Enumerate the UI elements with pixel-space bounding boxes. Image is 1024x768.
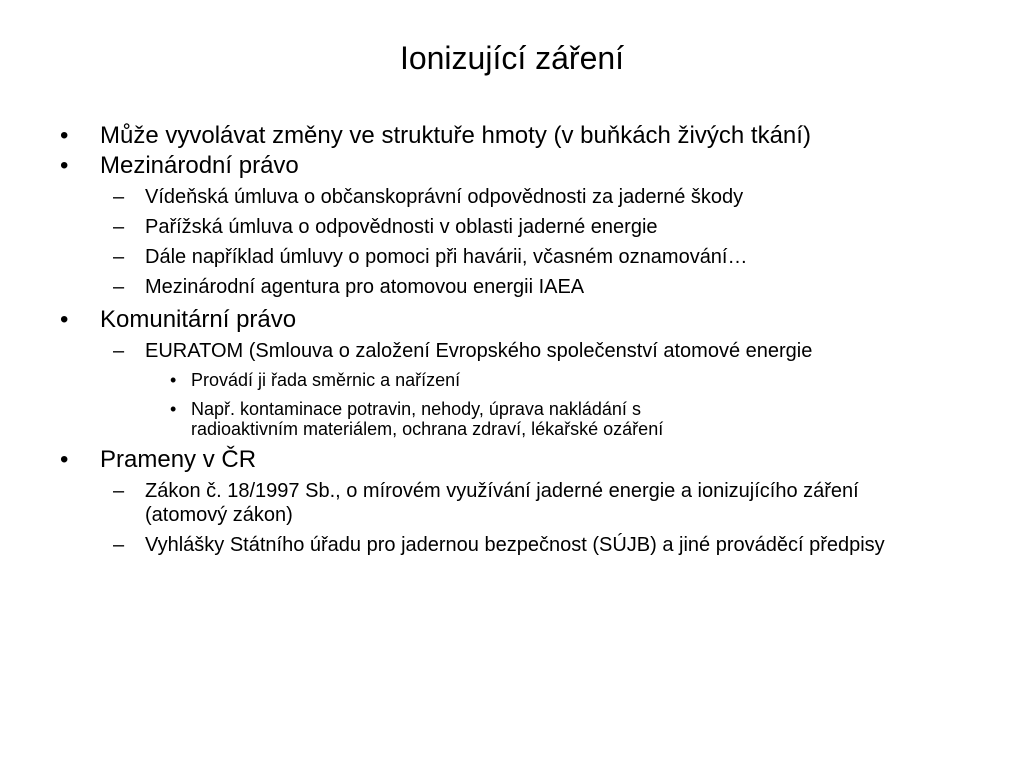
dash-icon: – [113, 246, 125, 268]
sub-item-text: Pařížská úmluva o odpovědnosti v oblasti jaderné energie [145, 216, 658, 238]
sub-item-text: Vídeňská úmluva o občanskoprávní odpovědnosti za jaderné škody [145, 186, 744, 208]
sub-item [0, 533, 915, 557]
sub-sub-item [0, 370, 751, 390]
sub-sub-item-text: Např. kontaminace potravin, nehody, úprava nakládání s radioaktivním materiálem, ochrana zdraví, lékařské ozáření [191, 399, 664, 439]
sub-item [0, 339, 915, 363]
sub-sub-item-text: Provádí ji řada směrnic a nařízení [191, 370, 461, 390]
bullet-text: Mezinárodní právo [100, 152, 299, 179]
bullet-text: Prameny v ČR [100, 446, 257, 473]
dash-icon: – [113, 534, 125, 556]
sub-item-text: Vyhlášky Státního úřadu pro jadernou bezpečnost (SÚJB) a jiné prováděcí předpisy [145, 534, 885, 556]
bullet-icon: • [60, 446, 69, 473]
slide-title: Ionizující záření [399, 40, 625, 76]
sub-item-text: Dále například úmluvy o pomoci při havárii, včasném oznamování… [145, 246, 748, 268]
sub-item-text: EURATOM (Smlouva o založení Evropského společenství atomové energie [145, 340, 813, 362]
bullet-icon: • [60, 122, 69, 149]
sub-item [0, 185, 915, 209]
sub-sub-item [0, 399, 751, 439]
dash-icon: – [113, 340, 125, 362]
dash-icon: – [113, 186, 125, 208]
bullet-icon: • [170, 399, 177, 419]
sub-item [0, 245, 915, 269]
bullet-item [0, 151, 1000, 180]
bullet-item [0, 121, 1000, 150]
sub-item [0, 479, 915, 527]
dash-icon: – [113, 216, 125, 238]
bullet-icon: • [60, 152, 69, 179]
sub-item-text: Mezinárodní agentura pro atomovou energii IAEA [145, 276, 585, 298]
bullet-item [0, 305, 1000, 334]
dash-icon: – [113, 276, 125, 298]
dash-icon: – [113, 480, 125, 502]
slide-content [0, 121, 1024, 557]
bullet-text: Komunitární právo [100, 306, 297, 333]
bullet-text: Může vyvolávat změny ve struktuře hmoty (v buňkách živých tkání) [100, 122, 811, 149]
sub-item-text: Zákon č. 18/1997 Sb., o mírovém využívání jaderné energie a ionizujícího záření (atomový zákon) [145, 480, 859, 526]
sub-item [0, 275, 915, 299]
sub-item [0, 215, 915, 239]
bullet-item [0, 445, 1000, 474]
bullet-icon: • [60, 306, 69, 333]
bullet-icon: • [170, 370, 177, 390]
